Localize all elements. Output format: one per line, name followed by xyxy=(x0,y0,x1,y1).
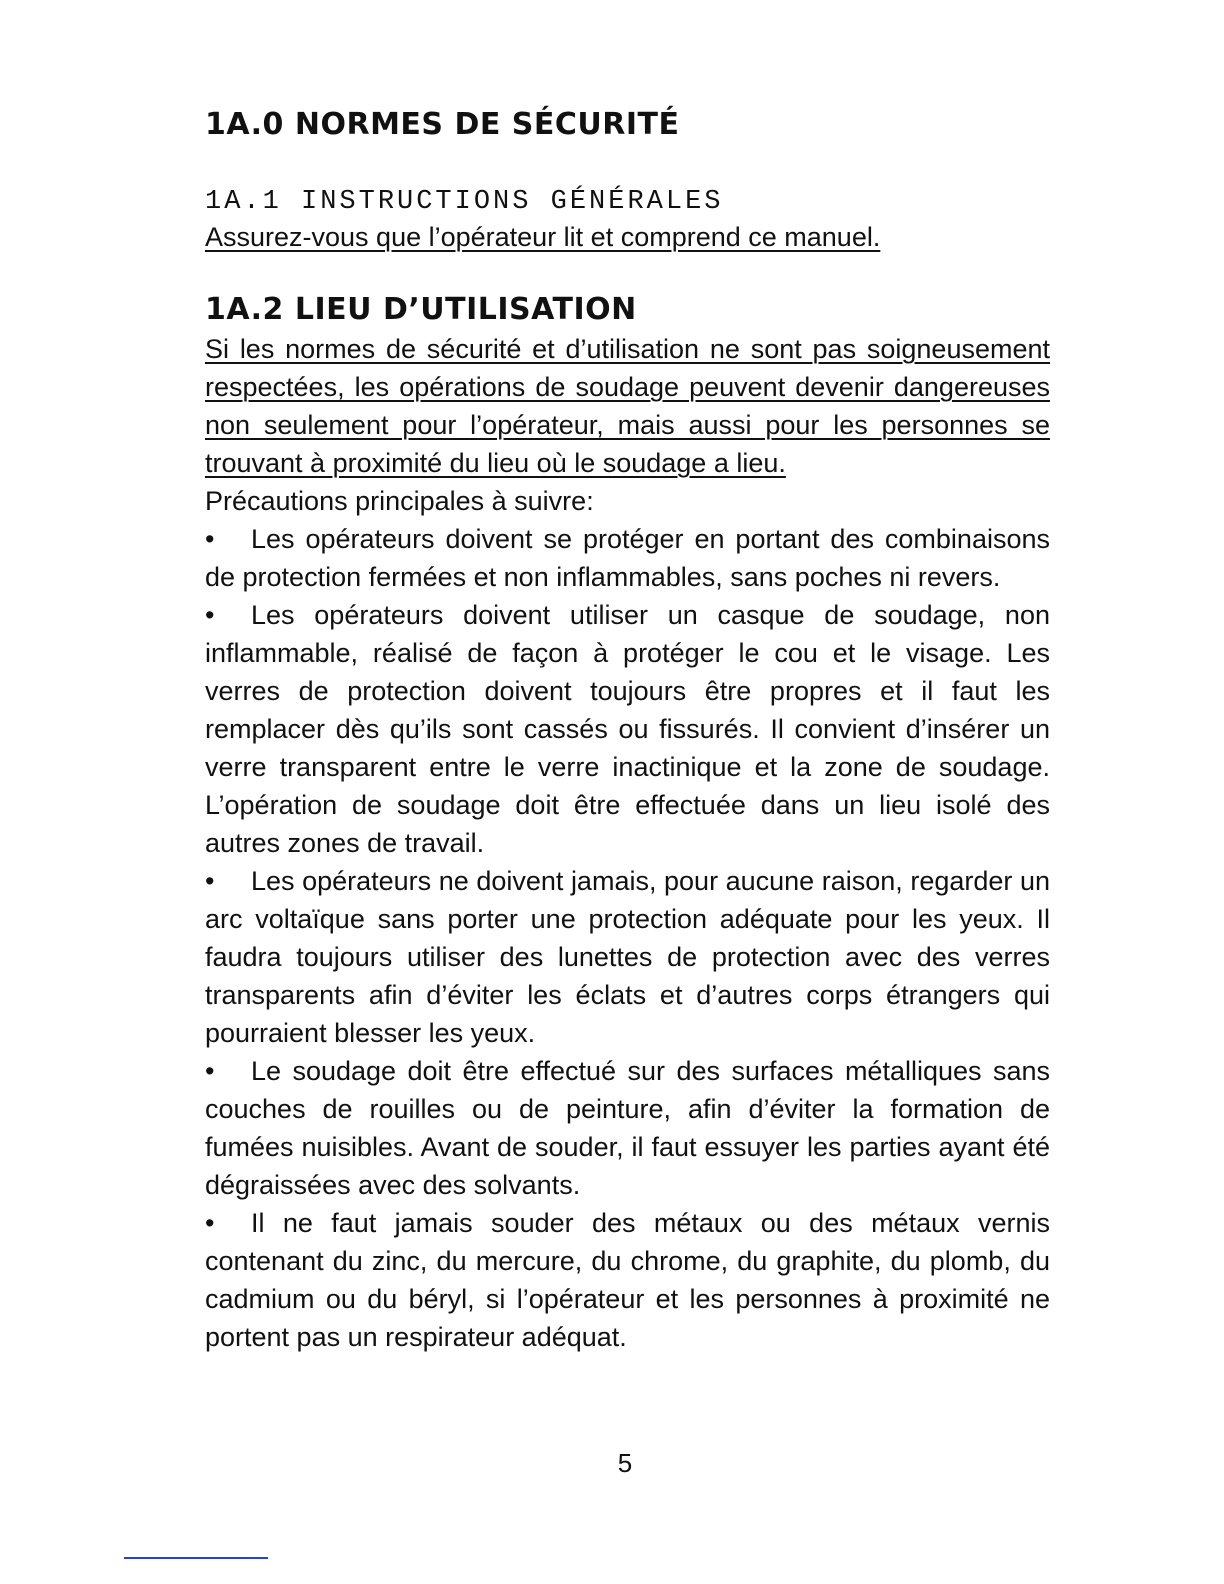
list-item xyxy=(205,520,1050,596)
page-number: 5 xyxy=(617,1448,633,1478)
precautions-label: Précautions principales à suivre: xyxy=(205,486,594,516)
list-item-text: Le soudage doit être effectué sur des surfaces métalliques sans couches de rouilles ou de peinture, afin d’éviter la formation de fumées nuisibles. Avant de souder, il faut essuyer les parties ayant été dégraissées avec des solvants. xyxy=(205,1056,1050,1200)
list-item-text: Les opérateurs doivent utiliser un casque de soudage, non inflammable, réalisé de façon à protéger le cou et le visage. Les verres de protection doivent toujours être propres et il faut les remplacer dès qu’ils sont cassés ou fissurés. Il convient d’insérer un verre transparent entre le verre inactinique et la zone de soudage. L’opération de soudage doit être effectuée dans un lieu isolé des autres zones de travail. xyxy=(205,600,1050,858)
list-item-text: Il ne faut jamais souder des métaux ou des métaux vernis contenant du zinc, du mercure, du chrome, du graphite, du plomb, du cadmium ou du béryl, si l’opérateur et les personnes à proximité ne portent pas un respirateur adéquat. xyxy=(205,1208,1050,1352)
list-item-text: Les opérateurs ne doivent jamais, pour aucune raison, regarder un arc voltaïque sans porter une protection adéquate pour les yeux. Il faudra toujours utiliser des lunettes de protection avec des verres transparents afin d’éviter les éclats et d’autres corps étrangers qui pourraient blesser les yeux. xyxy=(205,866,1050,1048)
general-instructions-text: Assurez-vous que l’opérateur lit et comprend ce manuel. xyxy=(205,222,881,252)
list-item-text: Les opérateurs doivent se protéger en portant des combinaisons de protection fermées et non inflammables, sans poches ni revers. xyxy=(205,524,1050,592)
bullet-icon: • xyxy=(205,1056,215,1086)
bullet-icon: • xyxy=(205,600,215,630)
list-item xyxy=(205,1052,1050,1204)
bullet-icon: • xyxy=(205,866,215,896)
precautions-list xyxy=(205,520,1050,1356)
section-title: 1A.0 NORMES DE SÉCURITÉ xyxy=(205,107,680,142)
place-of-use-heading: 1A.2 LIEU D’UTILISATION xyxy=(205,292,637,327)
document-page xyxy=(205,100,1050,1356)
list-item xyxy=(205,862,1050,1052)
bullet-icon: • xyxy=(205,524,215,554)
list-item xyxy=(205,1204,1050,1356)
footer-rule xyxy=(124,1557,268,1559)
general-instructions-heading: 1A.1 INSTRUCTIONS GÉNÉRALES xyxy=(205,187,724,217)
bullet-icon: • xyxy=(205,1208,215,1238)
list-item xyxy=(205,596,1050,862)
safety-warning-paragraph: Si les normes de sécurité et d’utilisation ne sont pas soigneusement respectées, les opérations de soudage peuvent devenir dangereuses non seulement pour l’opérateur, mais aussi pour les personnes se trouvant à proximité du lieu où le soudage a lieu. xyxy=(205,334,1050,478)
